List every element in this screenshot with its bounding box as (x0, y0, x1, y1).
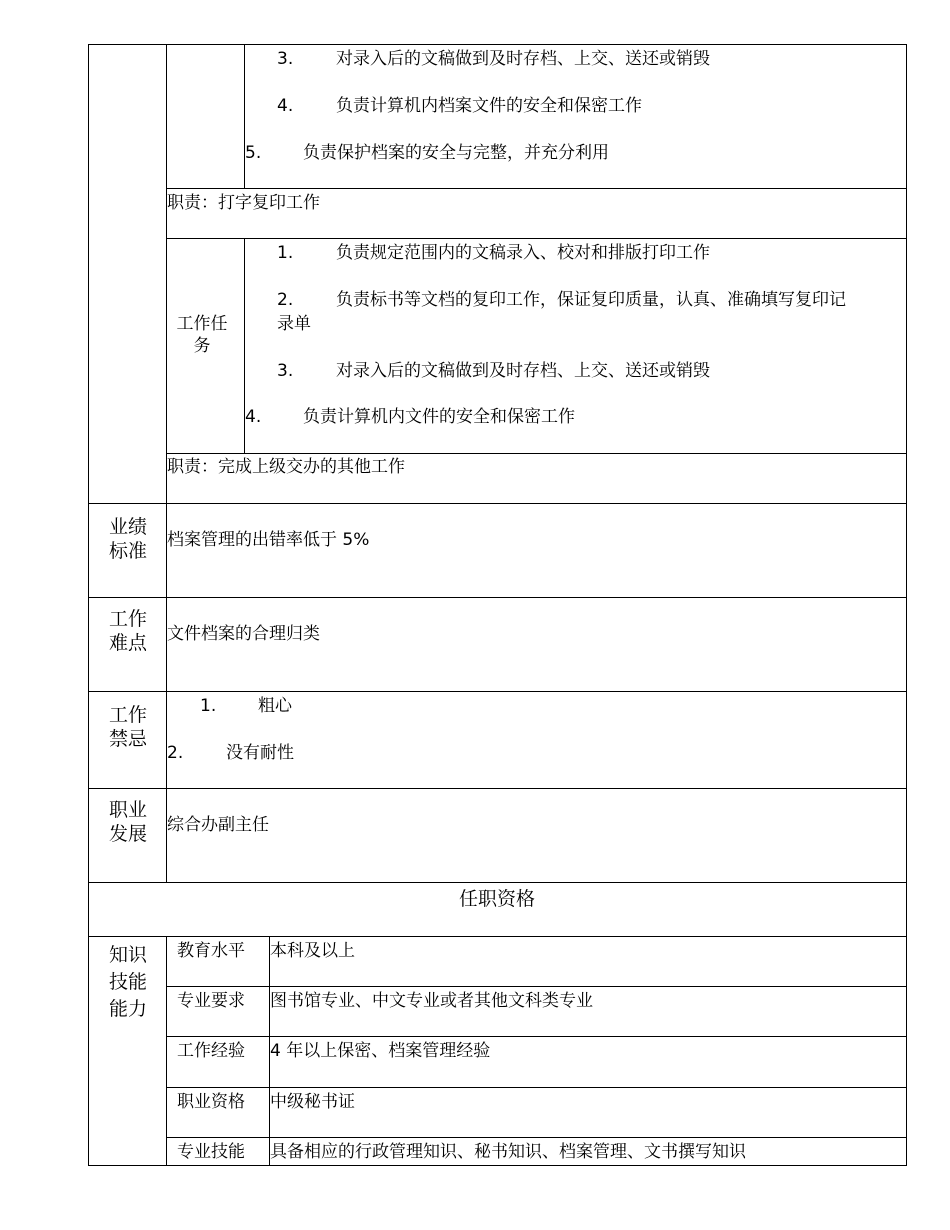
difficulty-label-line: 难点 (108, 632, 147, 654)
performance-label-line: 标准 (108, 540, 147, 562)
knowledge-row-value: 本科及以上 (270, 941, 355, 961)
taboo-number: 2. (167, 743, 184, 763)
duty-typing: 职责：打字复印工作 (167, 193, 320, 213)
task-label: 工作任务 (176, 314, 228, 356)
column-divider (166, 936, 167, 1165)
task-number: 2. (277, 290, 294, 310)
taboo-text: 粗心 (258, 696, 292, 716)
taboo-label-line: 工作 (108, 704, 147, 726)
performance-label-line: 业绩 (108, 516, 147, 538)
task-number: 1. (277, 243, 294, 263)
knowledge-row-label: 职业资格 (177, 1092, 245, 1112)
taboo-text: 没有耐性 (226, 743, 294, 763)
task-text: 对录入后的文稿做到及时存档、上交、送还或销毁 (336, 361, 710, 381)
knowledge-row-label: 工作经验 (177, 1041, 245, 1061)
row-divider (88, 788, 906, 789)
row-divider (166, 238, 906, 239)
performance-value: 档案管理的出错率低于 5% (167, 530, 370, 550)
row-divider (88, 882, 906, 883)
table-border-right (906, 44, 907, 1166)
knowledge-label-line: 技能 (108, 971, 147, 993)
row-divider (166, 1137, 906, 1138)
table-border-top (88, 44, 906, 45)
career-label (92, 798, 164, 846)
knowledge-row-label: 专业技能 (177, 1142, 245, 1162)
task-text-continued: 录单 (277, 314, 311, 334)
career-value: 综合办副主任 (167, 815, 269, 835)
task-number: 3. (277, 361, 294, 381)
performance-label (92, 515, 164, 563)
taboo-number: 1. (200, 696, 217, 716)
difficulty-label-line: 工作 (108, 608, 147, 630)
row-divider (88, 597, 906, 598)
knowledge-row-label: 教育水平 (177, 941, 245, 961)
table-border-left (88, 44, 89, 1166)
table-border-bottom (88, 1165, 906, 1166)
column-divider (244, 44, 245, 188)
row-divider (88, 936, 906, 937)
knowledge-row-value: 图书馆专业、中文专业或者其他文科类专业 (270, 991, 593, 1011)
duty-other: 职责：完成上级交办的其他工作 (167, 457, 405, 477)
task-text: 负责标书等文档的复印工作，保证复印质量，认真、准确填写复印记 (336, 290, 846, 310)
task-number: 4. (245, 407, 262, 427)
task-number: 4. (277, 96, 294, 116)
task-number: 3. (277, 49, 294, 69)
row-divider (166, 986, 906, 987)
knowledge-label-line: 能力 (108, 998, 147, 1020)
task-text: 负责规定范围内的文稿录入、校对和排版打印工作 (336, 243, 710, 263)
row-divider (88, 503, 906, 504)
task-text: 负责保护档案的安全与完整，并充分利用 (303, 143, 609, 163)
qualification-title: 任职资格 (458, 888, 535, 910)
difficulty-value: 文件档案的合理归类 (167, 624, 320, 644)
knowledge-row-value: 中级秘书证 (270, 1092, 355, 1112)
row-divider (88, 691, 906, 692)
knowledge-row-label: 专业要求 (177, 991, 245, 1011)
row-divider (166, 188, 906, 189)
career-label-line: 职业 (108, 799, 147, 821)
knowledge-label (92, 942, 164, 1023)
career-label-line: 发展 (108, 823, 147, 845)
row-divider (166, 1087, 906, 1088)
knowledge-label-line: 知识 (108, 944, 147, 966)
task-text: 对录入后的文稿做到及时存档、上交、送还或销毁 (336, 49, 710, 69)
task-text: 负责计算机内档案文件的安全和保密工作 (336, 96, 642, 116)
knowledge-row-value: 4 年以上保密、档案管理经验 (270, 1041, 491, 1061)
row-divider (166, 1036, 906, 1037)
taboo-label (92, 703, 164, 751)
task-number: 5. (245, 143, 262, 163)
row-divider (166, 453, 906, 454)
knowledge-row-value: 具备相应的行政管理知识、秘书知识、档案管理、文书撰写知识 (270, 1142, 746, 1162)
taboo-label-line: 禁忌 (108, 728, 147, 750)
difficulty-label (92, 607, 164, 655)
task-text: 负责计算机内文件的安全和保密工作 (303, 407, 575, 427)
